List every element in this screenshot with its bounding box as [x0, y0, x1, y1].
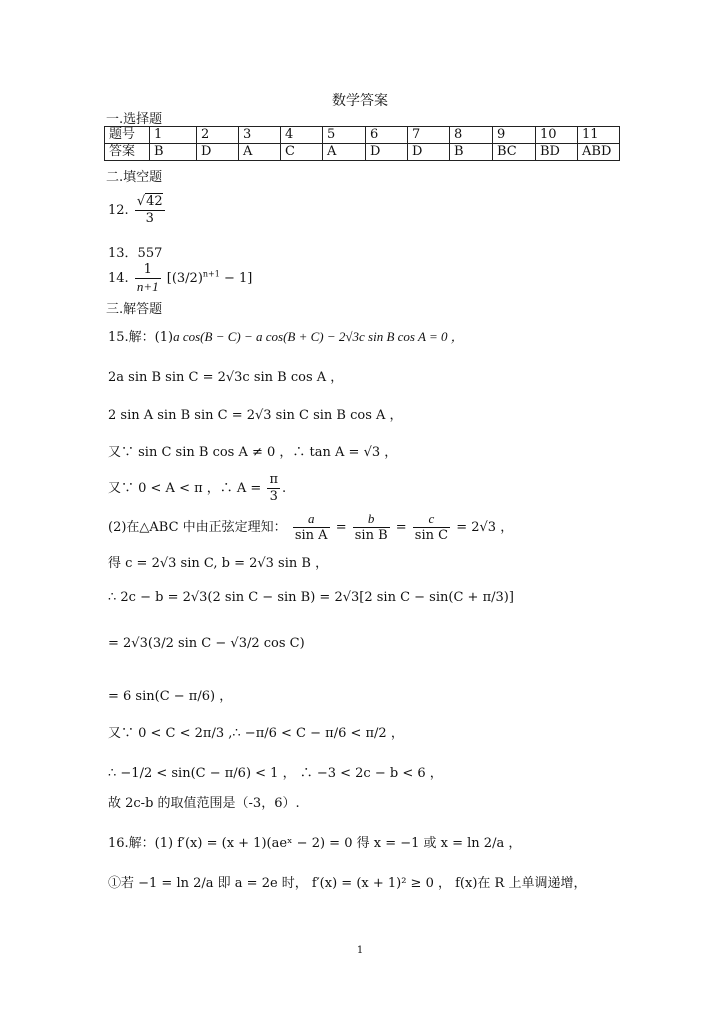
table-cell: B	[150, 144, 197, 161]
answer-table	[104, 126, 620, 161]
q15-line-2: 2a sin B sin C = 2√3c sin B cos A ，	[108, 370, 344, 385]
q15-line-4: 又∵ sin C sin B cos A ≠ 0 ，∴ tan A = √3 ，	[108, 445, 398, 460]
table-cell: 10	[536, 127, 578, 144]
denominator: n+1	[136, 279, 159, 294]
page-title: 数学答案	[332, 93, 388, 109]
q15-line-9: = 2√3(3/2 sin C − √3/2 cos C)	[108, 636, 305, 651]
q15-line-8: ∴ 2c − b = 2√3(2 sin C − sin B) = 2√3[2 sin C − sin(C + π/3)]	[108, 590, 514, 605]
q15-line-5: 又∵ 0 < A < π ，∴ A = $\frac{\pi}{3}$ .	[108, 472, 287, 504]
page-number: 1	[356, 945, 364, 956]
q15-line-13: 故 2c-b 的取值范围是（-3，6）.	[108, 796, 300, 811]
section-heading-fill: 二.填空题	[106, 170, 163, 185]
answer-12	[108, 194, 167, 227]
row-label: 题号	[105, 127, 150, 144]
table-row-numbers	[105, 127, 620, 144]
question-label: 15.解：(1)	[108, 330, 174, 345]
table-cell: BC	[493, 144, 536, 161]
formula: a cos(B − C) − a cos(B + C) − 2√3c sin B cos A = 0 ，	[173, 329, 464, 344]
formula-tail: $[(3/2)^{n+1} - 1]$	[166, 269, 253, 286]
table-cell: 3	[239, 127, 281, 144]
fraction: $\frac{√42}{3}$	[136, 194, 163, 226]
table-cell: BD	[536, 144, 578, 161]
q15-line-10: = 6 sin(C − π/6) ，	[108, 689, 233, 704]
q15-line-1	[108, 326, 464, 345]
formula: (2)在△ABC 中由正弦定理知：	[108, 520, 287, 535]
fraction: $\frac{a}{\text{sin A}}$	[294, 511, 328, 543]
row-label: 答案	[105, 144, 150, 161]
question-number: 14.	[108, 271, 129, 286]
table-cell: 2	[197, 127, 239, 144]
table-cell: 1	[150, 127, 197, 144]
table-cell: 8	[450, 127, 493, 144]
q16-line-2: ①若 −1 = ln 2/a 即 a = 2e 时， f′(x) = (x + 1)² ≥ 0 ， f(x)在 R 上单调递增，	[108, 876, 587, 891]
fraction: $\frac{b}{\text{sin B}}$	[354, 511, 388, 543]
q15-line-11: 又∵ 0 < C < 2π/3 ,∴ −π/6 < C − π/6 < π/2 ，	[108, 726, 404, 741]
q15-line-7: 得 c = 2√3 sin C, b = 2√3 sin B ，	[108, 556, 329, 571]
denominator: 3	[269, 489, 278, 504]
q15-line-6: (2)在△ABC 中由正弦定理知： $\frac{a}{\text{sin A}}$ = $\frac{b}{\text{sin B}}$ = $\frac{c}{\text{sin C}}$ = 2√3 ，	[108, 511, 514, 543]
numerator: π	[269, 472, 279, 487]
table-cell: 6	[366, 127, 408, 144]
table-cell: 11	[578, 127, 620, 144]
fraction	[267, 472, 280, 505]
denominator: 3	[145, 211, 154, 226]
table-cell: B	[450, 144, 493, 161]
q16-line-1: 16.解：(1) f′(x) = (x + 1)(aeˣ − 2) = 0 得 x = −1 或 x = ln 2/a ，	[108, 836, 522, 851]
table-cell: ABD	[578, 144, 620, 161]
table-cell: 7	[408, 127, 450, 144]
radicand: 42	[146, 194, 163, 209]
table-cell: 5	[323, 127, 366, 144]
table-cell: 9	[493, 127, 536, 144]
fraction: $\frac{c}{\text{sin C}}$	[414, 511, 449, 543]
table-row-answers	[105, 144, 620, 161]
q15-line-12: ∴ −1/2 < sin(C − π/6) < 1 ， ∴ −3 < 2c − b < 6 ，	[108, 766, 443, 781]
q15-line-3: 2 sin A sin B sin C = 2√3 sin C sin B cos A ，	[108, 408, 403, 423]
numerator: 1	[135, 262, 161, 279]
table-cell: D	[366, 144, 408, 161]
table-cell: D	[408, 144, 450, 161]
formula: 又∵ 0 < A < π ，∴ A =	[108, 481, 262, 496]
section-heading-solve: 三.解答题	[106, 302, 163, 317]
table-cell: A	[239, 144, 281, 161]
fraction	[135, 262, 161, 295]
table-cell: A	[323, 144, 366, 161]
answer-14	[108, 262, 252, 295]
question-number: 12.	[108, 203, 129, 218]
table-cell: C	[281, 144, 323, 161]
table-cell: D	[197, 144, 239, 161]
table-cell: 4	[281, 127, 323, 144]
section-heading-choice: 一.选择题	[106, 112, 163, 127]
answer-13: 13．557	[108, 246, 163, 261]
